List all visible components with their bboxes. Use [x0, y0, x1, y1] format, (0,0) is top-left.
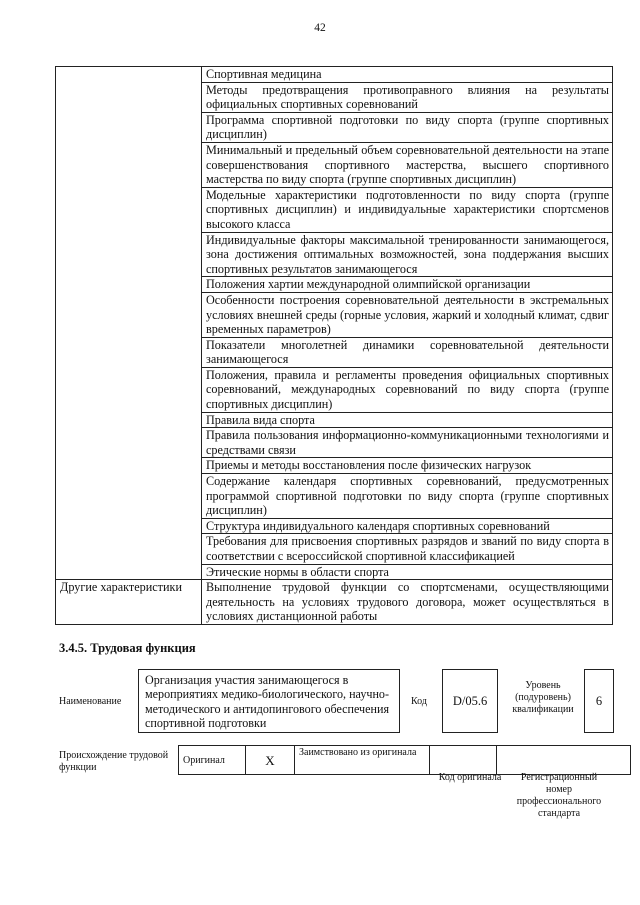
section-title: 3.4.5. Трудовая функция: [59, 641, 196, 655]
knowledge-item: Требования для присвоения спортивных разрядов и званий по виду спорта в соответствии с всероссийской спортивной классификацией: [202, 534, 613, 564]
other-characteristics-row: [56, 580, 613, 625]
reg-number-cell: [497, 746, 631, 775]
origin-table: [178, 745, 631, 775]
borrowed-label: Заимствовано из оригинала: [295, 746, 430, 775]
level-value-box: 6: [584, 669, 614, 733]
original-mark: X: [246, 746, 295, 775]
knowledge-item: Особенности построения соревновательной деятельности в экстремальных условиях внешней среды (горные условия, жаркий и холодный климат, сдвиг временных параметров): [202, 292, 613, 337]
knowledge-item: Приемы и методы восстановления после физических нагрузок: [202, 458, 613, 474]
knowledge-item: Этические нормы в области спорта: [202, 564, 613, 580]
code-value-box: D/05.6: [442, 669, 498, 733]
knowledge-item: Положения, правила и регламенты проведения официальных спортивных соревнований, международных соревнований по виду спорта (группе спортивных дисциплин): [202, 367, 613, 412]
knowledge-item: Положения хартии международной олимпийской организации: [202, 277, 613, 293]
original-label: Оригинал: [179, 746, 246, 775]
original-code-label: Код оригинала: [438, 772, 502, 783]
knowledge-left-cell: [56, 67, 202, 580]
other-characteristics-text: Выполнение трудовой функции со спортсменами, осуществляющими деятельность на условиях трудового договора, может осуществляться в условиях дистанционной работы: [202, 580, 613, 625]
knowledge-item: Содержание календаря спортивных соревнований, предусмотренных программой спортивной подготовки по виду спорта (группе спортивных дисциплин): [202, 474, 613, 519]
origin-label: Происхождение трудовой функции: [59, 750, 169, 773]
knowledge-item: Программа спортивной подготовки по виду спорта (группе спортивных дисциплин): [202, 112, 613, 142]
code-label: Код: [411, 696, 427, 707]
original-code-cell: [430, 746, 497, 775]
reg-number-label: Регистрационный номер профессионального стандарта: [516, 772, 602, 819]
knowledge-item: Минимальный и предельный объем соревновательной деятельности на этапе совершенствования спортивного мастерства, высшего спортивного мастерства по виду спорта (группе спортивных дисциплин): [202, 142, 613, 187]
knowledge-item: Показатели многолетней динамики соревновательной деятельности занимающегося: [202, 337, 613, 367]
knowledge-item: Модельные характеристики подготовленности по виду спорта (группе спортивных дисциплин) и индивидуальные характеристики спортсменов высокого класса: [202, 187, 613, 232]
page-number: 42: [314, 22, 326, 34]
knowledge-item: Индивидуальные факторы максимальной тренированности занимающегося, зона достижения оптимальных возможностей, зона поддержания высших спортивных результатов занимающегося: [202, 232, 613, 277]
knowledge-item: Методы предотвращения противоправного влияния на результаты официальных спортивных соревнований: [202, 82, 613, 112]
knowledge-item: Правила вида спорта: [202, 412, 613, 428]
knowledge-item: Спортивная медицина: [202, 67, 613, 83]
level-label: Уровень (подуровень) квалификации: [512, 680, 574, 715]
function-name-box: Организация участия занимающегося в мероприятиях медико-биологического, научно-методического и антидопингового обеспечения спортивной подготовки: [138, 669, 400, 733]
knowledge-row: [56, 67, 613, 83]
knowledge-item: Правила пользования информационно-коммуникационными технологиями и средствами связи: [202, 428, 613, 458]
other-characteristics-label: Другие характеристики: [56, 580, 202, 625]
knowledge-table: [55, 66, 613, 625]
knowledge-item: Структура индивидуального календаря спортивных соревнований: [202, 518, 613, 534]
name-label: Наименование: [59, 696, 122, 707]
